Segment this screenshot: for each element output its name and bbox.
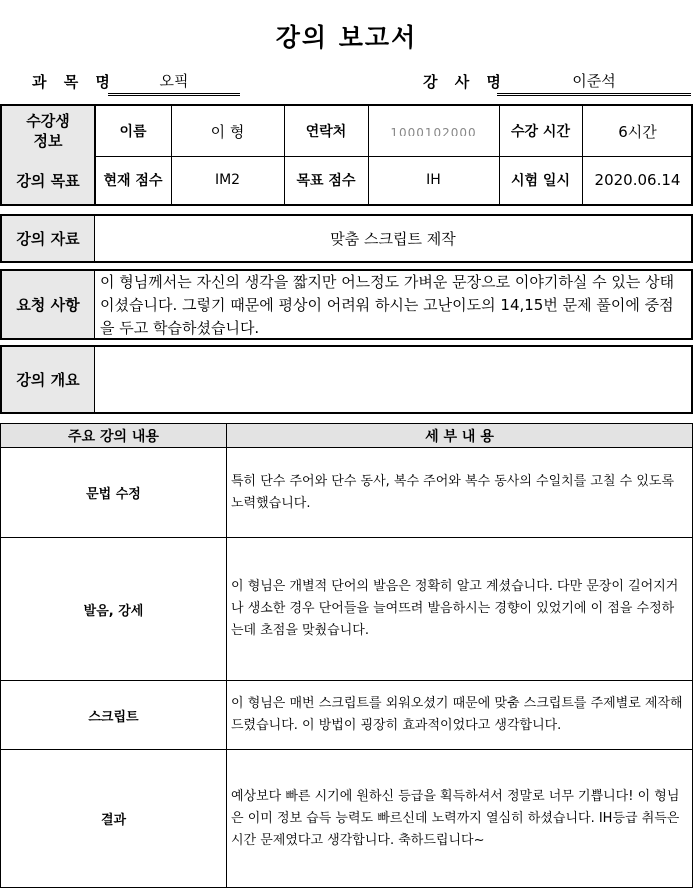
- name-label: 이름: [119, 124, 147, 140]
- report-title: 강의 보고서: [275, 23, 418, 52]
- student-info-block: [0, 104, 693, 206]
- table-row-detail: 예상보다 빠른 시기에 원하신 등급을 획득하셔서 정말로 너무 기쁩니다! 이 형님은 이미 정보 습득 능력도 빠르신데 노력까지 열심히 하셨습니다. IH등급 취득은 시간 문제였다고 생각합니다. 축하드립니다~: [226, 750, 692, 887]
- instructor-label: 강 사 명: [423, 73, 507, 91]
- request-block: [0, 269, 693, 340]
- material-block: [0, 214, 693, 263]
- contact-value: 1000102000: [390, 126, 477, 136]
- overview-block: [0, 345, 693, 414]
- header-main-content: 주요 강의 내용: [1, 424, 226, 448]
- contact-label: 연락처: [305, 124, 347, 140]
- table-row-topic: 스크립트: [1, 681, 226, 750]
- target-score-value: IH: [426, 172, 441, 188]
- overview-value: [95, 347, 691, 412]
- table-row-detail: 이 형님은 개별적 단어의 발음은 정확히 알고 계셨습니다. 다만 문장이 길어지거나 생소한 경우 단어들을 늘여뜨려 발음하시는 경향이 있었기에 이 점을 수정하는데 초점을 맞췄습니다.: [226, 538, 692, 681]
- instructor-value: 이준석: [497, 68, 691, 94]
- student-info-label: 수강생 정보: [2, 106, 95, 156]
- overview-label: 강의 개요: [2, 347, 95, 412]
- table-row-detail: 특히 단수 주어와 단수 동사, 복수 주어와 복수 동사의 수일치를 고칠 수 있도록 노력했습니다.: [226, 448, 692, 538]
- table-row-detail: 이 형님은 매번 스크립트를 외워오셨기 때문에 맞춤 스크립트를 주제별로 제작해드렸습니다. 이 방법이 굉장히 효과적이었다고 생각합니다.: [226, 681, 692, 750]
- request-label: 요청 사항: [2, 271, 95, 338]
- subject-label: 과 목 명: [32, 73, 116, 91]
- material-value: 맞춤 스크립트 제작: [330, 230, 456, 248]
- hours-value: 6시간: [618, 122, 657, 141]
- content-table: [0, 423, 693, 888]
- current-score-label: 현재 점수: [103, 173, 163, 189]
- goal-label: 강의 목표: [2, 156, 95, 204]
- table-row-topic: 결과: [100, 813, 127, 828]
- hours-label: 수강 시간: [511, 124, 570, 140]
- table-row-topic: 발음, 강세: [1, 538, 226, 681]
- material-label: 강의 자료: [2, 216, 95, 261]
- table-row-topic: 문법 수정: [1, 448, 226, 538]
- exam-date-value: 2020.06.14: [594, 171, 681, 189]
- request-text: 이 형님께서는 자신의 생각을 짧지만 어느정도 가벼운 문장으로 이야기하실 수 있는 상태이셨습니다. 그렇기 때문에 평상이 어려워 하시는 고난이도의 14,15번 문제 풀이에 중점을 두고 학습하셨습니다.: [100, 273, 675, 337]
- target-score-label: 목표 점수: [296, 173, 356, 189]
- header-detail: 세 부 내 용: [226, 424, 692, 448]
- name-value: 이 형: [210, 122, 245, 141]
- exam-date-label: 시험 일시: [511, 173, 570, 189]
- current-score-value: IM2: [214, 172, 241, 188]
- subject-value: 오픽: [108, 68, 240, 94]
